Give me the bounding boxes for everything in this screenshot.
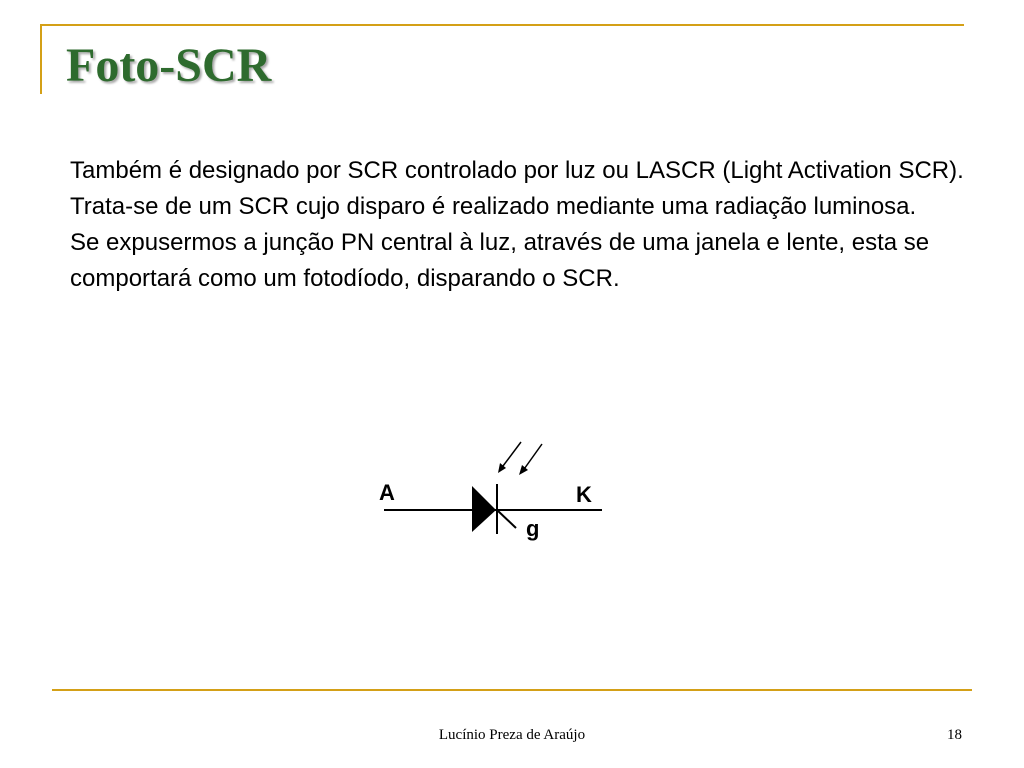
paragraph-1: Também é designado por SCR controlado por luz ou LASCR (Light Activation SCR). (70, 157, 964, 184)
footer-line (52, 689, 972, 691)
frame-top-line (40, 24, 964, 26)
slide-title: Foto-SCR (66, 39, 272, 92)
anode-label: A (379, 480, 395, 505)
footer-author: Lucínio Preza de Araújo (438, 727, 586, 743)
gate-label: g (526, 516, 540, 541)
slide-body (70, 153, 970, 297)
cathode-label: K (576, 482, 592, 507)
paragraph-2: Trata-se de um SCR cujo disparo é realizado mediante uma radiação luminosa. (70, 193, 917, 220)
photo-scr-symbol (376, 436, 616, 546)
gate-lead (497, 510, 516, 528)
page-number: 18 (947, 727, 962, 743)
frame-left-line (40, 24, 42, 94)
paragraph-3: Se expusermos a junção PN central à luz, através de uma janela e lente, esta se comportará como um fotodíodo, disparando o SCR. (70, 229, 930, 292)
diode-triangle (472, 486, 496, 532)
